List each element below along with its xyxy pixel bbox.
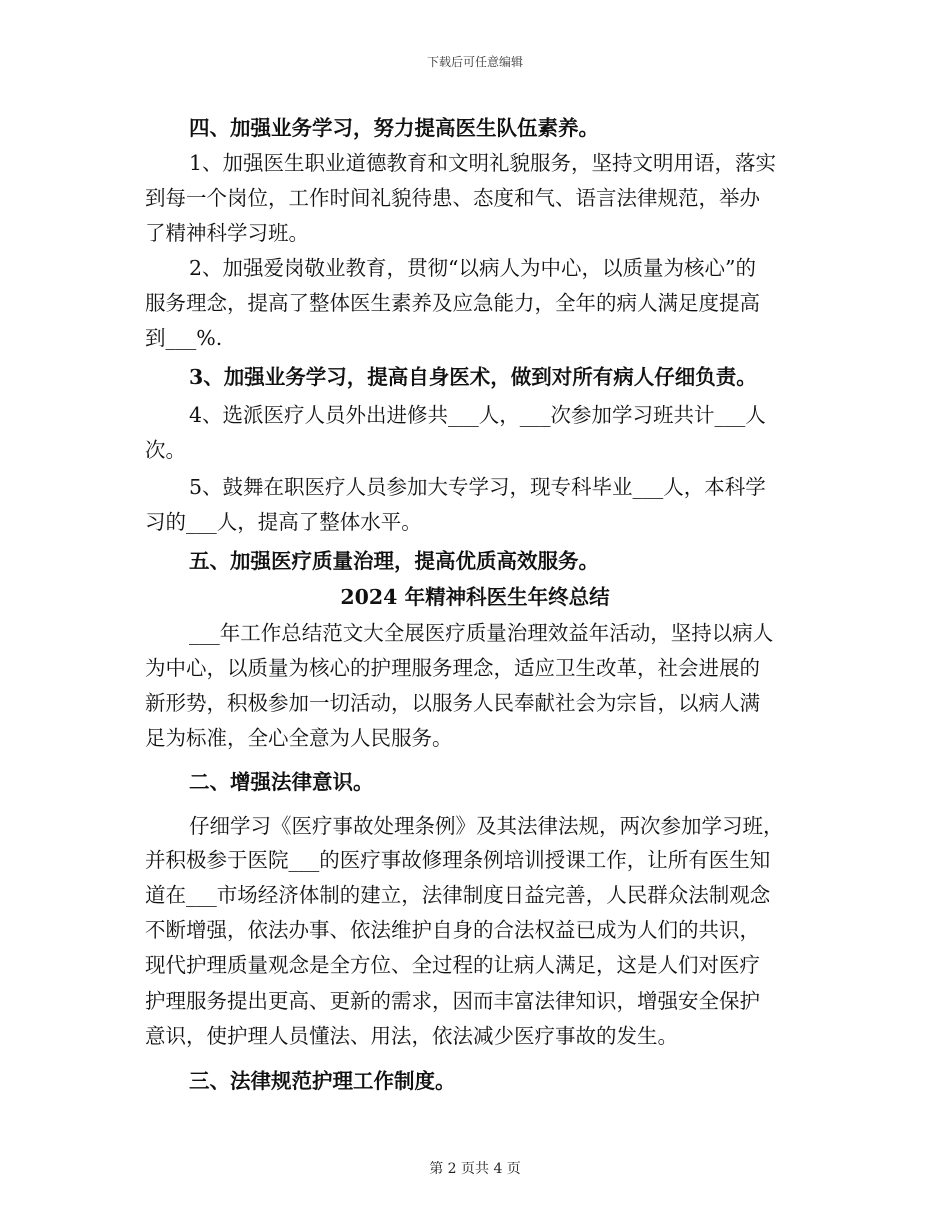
paragraph-line: 4、选派医疗人员外出进修共___人，___次参加学习班共计___人 (189, 403, 766, 427)
paragraph-line: 道在___市场经济体制的建立，法律制度日益完善，人民群众法制观念 (145, 883, 771, 907)
paragraph-line: 现代护理质量观念是全方位、全过程的让病人满足，这是人们对医疗 (145, 953, 760, 977)
paragraph-line: 护理服务提出更高、更新的需求，因而丰富法律知识，增强安全保护 (145, 989, 760, 1013)
section-heading: 四、加强业务学习，努力提高医生队伍素养。 (189, 116, 599, 140)
paragraph-line: 足为标准，全心全意为人民服务。 (145, 726, 453, 750)
paragraph-line: 次。 (145, 438, 186, 462)
paragraph-line: 服务理念，提高了整体医生素养及应急能力，全年的病人满足度提高 (145, 291, 760, 315)
section-heading: 二、增强法律意识。 (189, 770, 374, 794)
paragraph-line: 新形势，积极参加一切活动，以服务人民奉献社会为宗旨，以病人满 (145, 691, 760, 715)
section-heading: 3、加强业务学习，提高自身医术，做到对所有病人仔细负责。 (189, 365, 757, 389)
paragraph-line: 5、鼓舞在职医疗人员参加大专学习，现专科毕业___人，本科学 (189, 475, 766, 499)
paragraph-line: 为中心，以质量为核心的护理服务理念，适应卫生改革，社会进展的 (145, 656, 760, 680)
paragraph-line: 2、加强爱岗敬业教育，贯彻“以病人为中心，以质量为核心”的 (189, 256, 757, 280)
paragraph-line: 到每一个岗位，工作时间礼貌待患、态度和气、语言法律规范，举办 (145, 186, 760, 210)
paragraph-line: 意识，使护理人员懂法、用法，依法减少医疗事故的发生。 (145, 1024, 678, 1048)
page-footer: 第 2 页共 4 页 (429, 1161, 521, 1177)
section-title: 2024 年精神科医生年终总结 (340, 585, 610, 609)
section-heading: 三、法律规范护理工作制度。 (189, 1069, 456, 1093)
paragraph-line: ___年工作总结范文大全展医疗质量治理效益年活动，坚持以病人 (189, 621, 774, 645)
paragraph-line: 了精神科学习班。 (145, 221, 309, 245)
paragraph-line: 仔细学习《医疗事故处理条例》及其法律法规，两次参加学习班， (189, 814, 784, 838)
paragraph-line: 习的___人，提高了整体水平。 (145, 510, 422, 534)
paragraph-line: 不断增强，依法办事、依法维护自身的合法权益已成为人们的共识， (145, 918, 760, 942)
paragraph-line: 1、加强医生职业道德教育和文明礼貌服务，坚持文明用语，落实 (189, 151, 777, 175)
paragraph-line: 到___%. (145, 326, 223, 350)
page-header: 下载后可任意编辑 (426, 55, 523, 69)
section-heading: 五、加强医疗质量治理，提高优质高效服务。 (189, 549, 599, 573)
paragraph-line: 并积极参于医院___的医疗事故修理条例培训授课工作，让所有医生知 (145, 848, 771, 872)
